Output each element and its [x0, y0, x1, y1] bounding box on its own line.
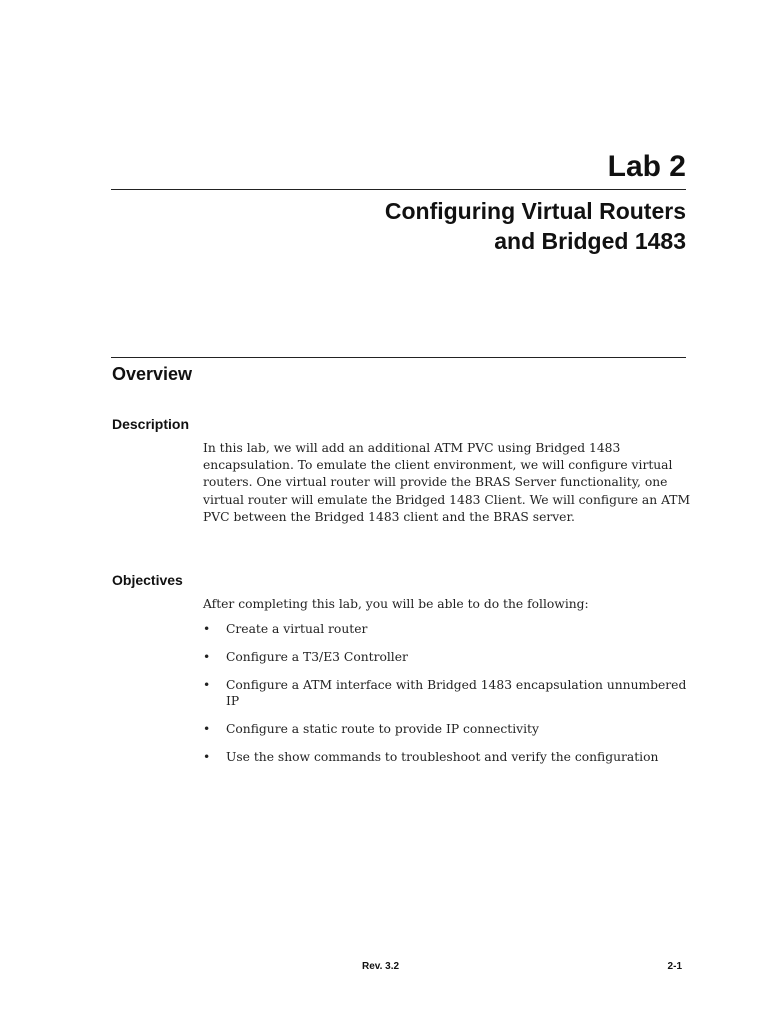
bullet-icon: • [203, 650, 211, 664]
list-item [203, 622, 693, 638]
bullet-icon: • [203, 721, 211, 736]
objective-text: Use the show commands to troubleshoot and verify the configuration [226, 749, 659, 764]
overview-heading: Overview [112, 364, 193, 384]
objective-text: Create a virtual router [226, 622, 368, 636]
objective-text: Configure a static route to provide IP connectivity [226, 721, 539, 736]
description-heading: Description [112, 416, 190, 432]
title-divider [111, 189, 686, 190]
overview-divider [111, 357, 686, 358]
bullet-icon: • [203, 749, 211, 764]
objective-text: Configure a ATM interface with Bridged 1483 encapsulation unnumbered IP [226, 678, 687, 708]
objective-text: Configure a T3/E3 Controller [226, 650, 408, 664]
bullet-icon: • [203, 622, 211, 636]
bullet-icon: • [203, 678, 211, 692]
lab-title: Lab 2 [607, 150, 686, 183]
chapter-subtitle [385, 196, 686, 256]
objectives-intro: After completing this lab, you will be able to do the following: [203, 597, 589, 611]
objectives-list [203, 622, 693, 778]
footer-revision: Rev. 3.2 [362, 961, 400, 972]
objectives-heading: Objectives [112, 572, 183, 588]
list-item [203, 722, 693, 738]
list-item [203, 750, 693, 766]
footer-page-number: 2-1 [667, 961, 682, 972]
list-item [203, 650, 693, 666]
subtitle-line-2: and Bridged 1483 [494, 228, 686, 254]
description-paragraph: In this lab, we will add an additional ATM PVC using Bridged 1483 encapsulation. To emulate the client environment, we will configure virtual routers. One virtual router will provide the BRAS Server functionality, one virtual router will emulate the Bridged 1483 Client. We will configure an ATM PVC between the Bridged 1483 client and the BRAS server. [203, 441, 691, 524]
list-item [203, 678, 693, 709]
subtitle-line-1: Configuring Virtual Routers [384, 198, 686, 224]
